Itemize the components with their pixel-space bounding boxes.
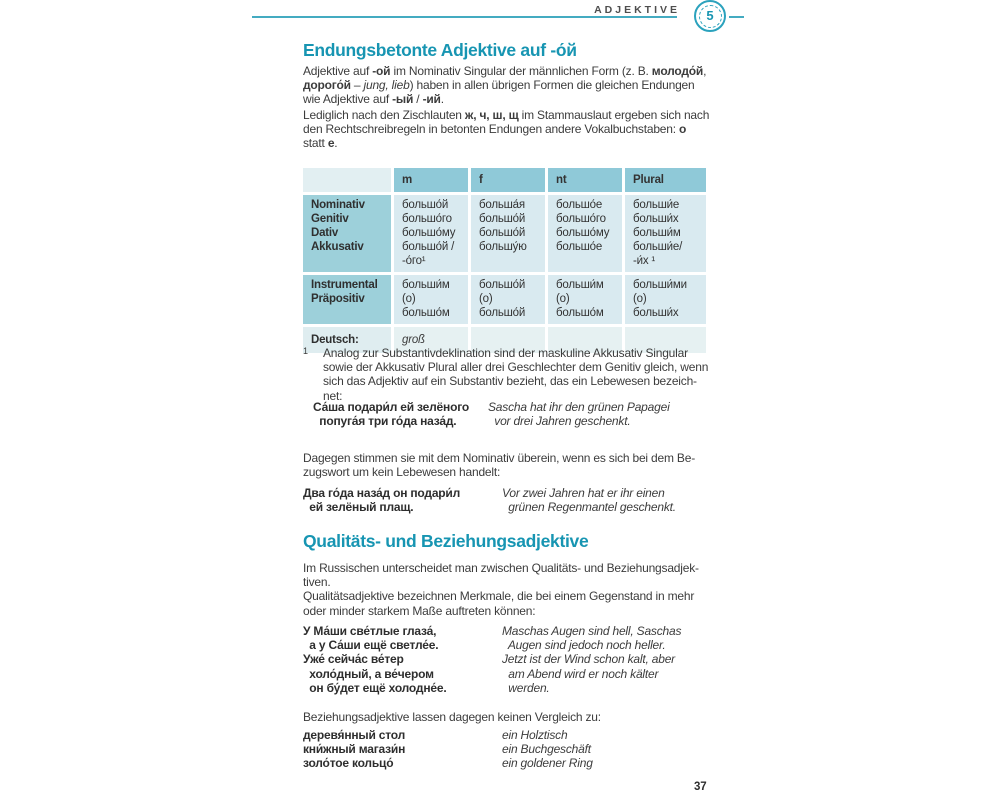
text-line: Präpositiv [311, 293, 365, 305]
text-line: Genitiv [311, 213, 349, 225]
table-col-header-plural: Plural [625, 168, 706, 192]
text-line: Dativ [311, 227, 339, 239]
text-segment: . [440, 92, 444, 107]
text-line: большо́м [402, 307, 450, 319]
text-line: больши́ми [633, 279, 687, 291]
table-cells-plural-band2 [625, 275, 706, 324]
section2-paragraph1 [303, 561, 718, 618]
chapter-number-badge [694, 0, 726, 32]
text-line [556, 254, 620, 268]
text-line: ей зелёный плащ. [303, 500, 414, 515]
text-line [311, 254, 389, 268]
chapter-number: 5 [699, 5, 722, 28]
text-line: -о́го¹ [402, 255, 426, 267]
section2-example-german [502, 624, 681, 695]
text-line: net: [323, 388, 343, 403]
text-segment: im Nominativ Singular der männlichen Form (z. B. [390, 64, 652, 78]
text-line: больши́е/ [633, 241, 683, 253]
text-line: золо́тое кольцо́ [303, 756, 394, 771]
text-line: большо́й [479, 213, 526, 225]
text-line: деревя́нный стол [303, 728, 406, 742]
text-line: tiven. [303, 575, 331, 590]
footnote-example-russian [313, 400, 469, 428]
footnote [303, 346, 721, 403]
text-line: Два го́да наза́д он подари́л [303, 486, 461, 500]
text-line: большо́м [556, 307, 604, 319]
section2-paragraph2: Beziehungsadjektive lassen dagegen keinen Vergleich zu: [303, 710, 601, 724]
text-line: а у Са́ши ещё светле́е. [303, 638, 439, 653]
chapter-label: ADJEKTIVE [594, 4, 680, 16]
section2-example2-german [502, 728, 593, 771]
text-segment: -ой [372, 64, 391, 78]
section2-example2-russian [303, 728, 405, 771]
text-segment: Adjektive auf [303, 64, 373, 78]
text-line: am Abend wird er noch kälter [502, 666, 659, 681]
text-line [303, 64, 718, 78]
text-line: больши́м [556, 279, 604, 291]
text-line: большу́ю [479, 241, 527, 253]
text-line: попуга́я три го́да наза́д. [313, 414, 457, 429]
text-line: большо́го [556, 213, 606, 225]
text-line: Instrumental [311, 279, 378, 291]
page-number: 37 [694, 781, 707, 793]
text-line [303, 122, 718, 136]
text-line: Maschas Augen sind hell, Saschas [502, 624, 682, 638]
text-line: Qualitätsadjektive bezeichnen Merkmale, die bei einem Gegenstand in mehr [303, 589, 695, 604]
text-segment: е [327, 136, 335, 151]
paragraph-dagegen [303, 451, 718, 479]
text-line: Dagegen stimmen sie mit dem Nominativ überein, wenn es sich bei dem Be- [303, 451, 695, 465]
text-line: vor drei Jahren geschenkt. [488, 414, 631, 429]
text-line: больши́х [633, 213, 679, 225]
section1-paragraph1 [303, 64, 718, 107]
text-line: кни́жный магази́н [303, 742, 406, 757]
text-segment: jung, lieb [363, 78, 410, 93]
text-line: Augen sind jedoch noch heller. [502, 638, 666, 653]
text-line: большо́й [479, 307, 526, 319]
text-line: большо́й / [402, 241, 455, 253]
table-case-labels-band1 [303, 195, 391, 272]
text-line: Nominativ [311, 199, 365, 211]
text-line: zugswort um kein Lebewesen handelt: [303, 465, 501, 480]
table-col-header-f: f [471, 168, 545, 192]
text-segment: ) haben in allen übrigen Formen die gleichen Endungen [409, 78, 695, 93]
text-line: oder minder starkem Maße auftreten können: [303, 603, 536, 618]
text-segment: wie Adjektive auf [303, 92, 393, 107]
text-segment: Lediglich nach den Zischlauten [303, 108, 465, 122]
text-line: большо́го [402, 213, 452, 225]
text-line: он бу́дет ещё холодне́е. [303, 680, 447, 695]
text-line: -и́х ¹ [633, 255, 656, 267]
section2-title: Qualitäts- und Beziehungsadjektive [303, 531, 589, 551]
text-line: ein goldener Ring [502, 756, 593, 771]
text-line [479, 254, 543, 268]
text-line: sowie der Akkusativ Plural aller drei Geschlechter dem Genitiv gleich, wenn [323, 360, 709, 375]
table-cells-f-band1 [471, 195, 545, 272]
table-cells-plural-band1 [625, 195, 706, 272]
text-line: sich das Adjektiv auf ein Substantiv bezieht, das ein Lebewesen bezeich- [323, 374, 697, 389]
text-line: большо́е [556, 199, 603, 211]
text-segment: im Stammauslaut ergeben sich nach [518, 108, 710, 122]
section1-paragraph2 [303, 108, 718, 151]
text-line: (о) [479, 293, 493, 305]
table-corner-cell [303, 168, 391, 192]
table-cells-m-band2 [394, 275, 468, 324]
text-segment: , [703, 64, 707, 78]
footnote-marker: 1 [303, 346, 308, 356]
text-line: большо́му [556, 227, 610, 239]
text-line [303, 108, 718, 122]
text-line: больши́х [633, 307, 679, 319]
declension-table [303, 168, 706, 353]
text-line: (о) [556, 293, 570, 305]
text-line: большо́й [479, 227, 526, 239]
text-segment: о [679, 122, 687, 137]
table-cells-m-band1 [394, 195, 468, 272]
text-segment: / [413, 92, 423, 107]
text-line: Jetzt ist der Wind schon kalt, aber [502, 652, 675, 667]
section2-example-russian [303, 624, 446, 695]
table-cells-f-band2 [471, 275, 545, 324]
text-segment: дорого́й [303, 78, 351, 93]
text-line: Vor zwei Jahren hat er ihr einen [502, 486, 665, 500]
example2-german [502, 486, 676, 514]
table-cells-nt-band1 [548, 195, 622, 272]
text-line: больша́я [479, 199, 525, 211]
text-segment: . [334, 136, 338, 151]
text-line: (о) [402, 293, 416, 305]
text-line: Са́ша подари́л ей зелёного [313, 400, 469, 414]
table-case-labels-band2 [303, 275, 391, 324]
example2-russian [303, 486, 460, 514]
text-line [303, 136, 718, 150]
text-segment: statt [303, 136, 328, 151]
footnote-text [323, 346, 721, 403]
text-line: У Ма́ши све́тлые глаза́, [303, 624, 437, 638]
text-segment: -ый [392, 92, 414, 107]
text-line: ein Buchgeschäft [502, 742, 591, 757]
text-segment: ж, ч, ш, щ [464, 108, 519, 122]
text-line: большо́й [479, 279, 526, 291]
text-line: ein Holztisch [502, 728, 568, 742]
text-line: (о) [633, 293, 647, 305]
text-line: Analog zur Substantivdeklination sind der maskuline Akkusativ Singular [323, 346, 688, 360]
text-line: Sascha hat ihr den grünen Papagei [488, 400, 670, 414]
text-line: больши́м [633, 227, 681, 239]
text-line: больши́м [402, 279, 450, 291]
text-line: большо́й [402, 199, 449, 211]
text-line: большо́е [556, 241, 603, 253]
table-cells-nt-band2 [548, 275, 622, 324]
text-line: grünen Regenmantel geschenkt. [502, 500, 676, 515]
footnote-example-german [488, 400, 670, 428]
text-line: werden. [502, 680, 550, 695]
text-segment: -ий [422, 92, 441, 107]
text-line: Im Russischen unterscheidet man zwischen Qualitäts- und Beziehungsadjek- [303, 561, 699, 575]
text-line [303, 92, 718, 106]
text-line: большо́му [402, 227, 456, 239]
text-line: Akkusativ [311, 241, 364, 253]
text-segment: den Rechtschreibregeln in betonten Endungen andere Vokalbuchstaben: [303, 122, 680, 137]
text-segment: молодо́й [651, 64, 704, 78]
table-deutsch-value: groß [394, 327, 468, 353]
section1-title: Endungsbetonte Adjektive auf -о́й [303, 40, 577, 60]
header-rule [252, 16, 677, 18]
text-line: больши́е [633, 199, 680, 211]
text-line: холо́дный, а ве́чером [303, 666, 434, 681]
text-line [303, 78, 718, 92]
table-deutsch-label: Deutsch: [303, 327, 391, 353]
header-rule-right [729, 16, 744, 18]
text-line: Уже́ сейча́с ве́тер [303, 652, 404, 667]
text-segment: – [350, 78, 364, 93]
table-col-header-nt: nt [548, 168, 622, 192]
table-col-header-m: m [394, 168, 468, 192]
